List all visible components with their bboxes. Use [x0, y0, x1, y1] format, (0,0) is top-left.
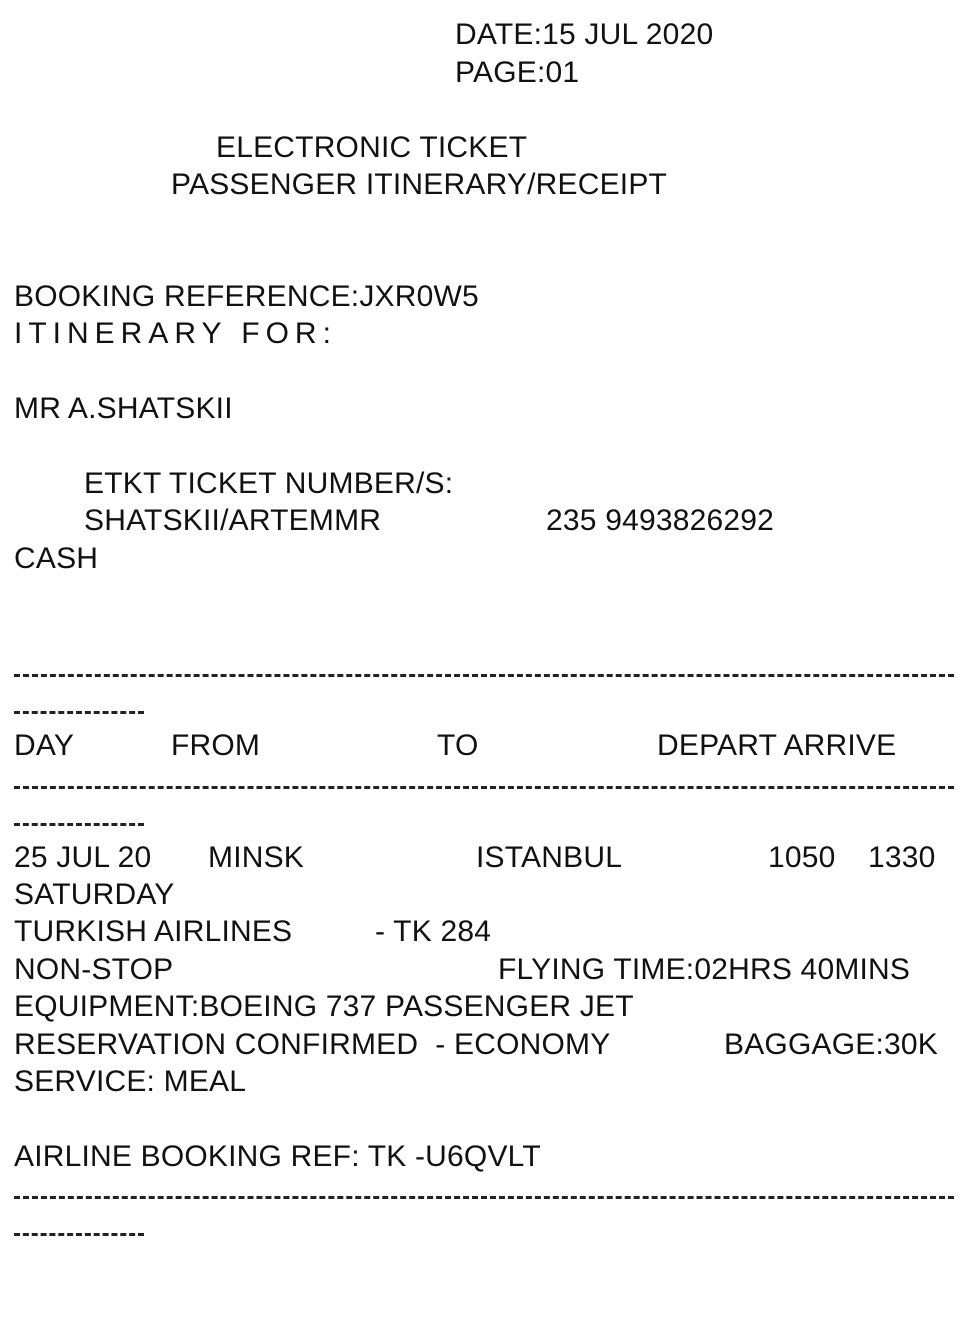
segment-stops: NON-STOP	[14, 953, 174, 986]
column-header-to: TO	[437, 729, 479, 762]
segment-weekday: SATURDAY	[14, 878, 175, 911]
segment-depart-time: 1050	[768, 841, 836, 874]
separator-line	[14, 674, 954, 677]
booking-reference: BOOKING REFERENCE:JXR0W5	[14, 280, 479, 313]
segment-from: MINSK	[208, 841, 305, 874]
segment-reservation-status: RESERVATION CONFIRMED - ECONOMY	[14, 1028, 611, 1061]
payment-method: CASH	[14, 542, 99, 575]
document-title: ELECTRONIC TICKET	[216, 131, 528, 164]
itinerary-for-label: ITINERARY FOR:	[14, 317, 337, 350]
passenger-name: MR A.SHATSKII	[14, 392, 233, 425]
separator-line	[14, 786, 954, 789]
page-number: PAGE:01	[455, 56, 580, 89]
document-subtitle: PASSENGER ITINERARY/RECEIPT	[171, 168, 668, 201]
segment-arrive-time: 1330	[868, 841, 936, 874]
column-header-day: DAY	[14, 729, 75, 762]
segment-baggage: BAGGAGE:30K	[724, 1028, 938, 1061]
segment-date: 25 JUL 20	[14, 841, 152, 874]
separator-line-continuation	[14, 1233, 144, 1236]
segment-flight-number: - TK 284	[375, 915, 492, 948]
etkt-number: 235 9493826292	[546, 504, 775, 537]
separator-line	[14, 1196, 954, 1199]
segment-airline: TURKISH AIRLINES	[14, 915, 293, 948]
segment-flying-time: FLYING TIME:02HRS 40MINS	[498, 953, 911, 986]
separator-line-continuation	[14, 823, 144, 826]
separator-line-continuation	[14, 711, 144, 714]
airline-booking-reference: AIRLINE BOOKING REF: TK -U6QVLT	[14, 1140, 541, 1173]
column-header-from: FROM	[171, 729, 261, 762]
document-date: DATE:15 JUL 2020	[455, 18, 714, 51]
segment-service: SERVICE: MEAL	[14, 1065, 247, 1098]
segment-equipment: EQUIPMENT:BOEING 737 PASSENGER JET	[14, 990, 634, 1023]
etkt-passenger-name: SHATSKII/ARTEMMR	[84, 504, 382, 537]
column-header-depart-arrive: DEPART ARRIVE	[657, 729, 897, 762]
segment-to: ISTANBUL	[476, 841, 623, 874]
etkt-label: ETKT TICKET NUMBER/S:	[84, 467, 454, 500]
